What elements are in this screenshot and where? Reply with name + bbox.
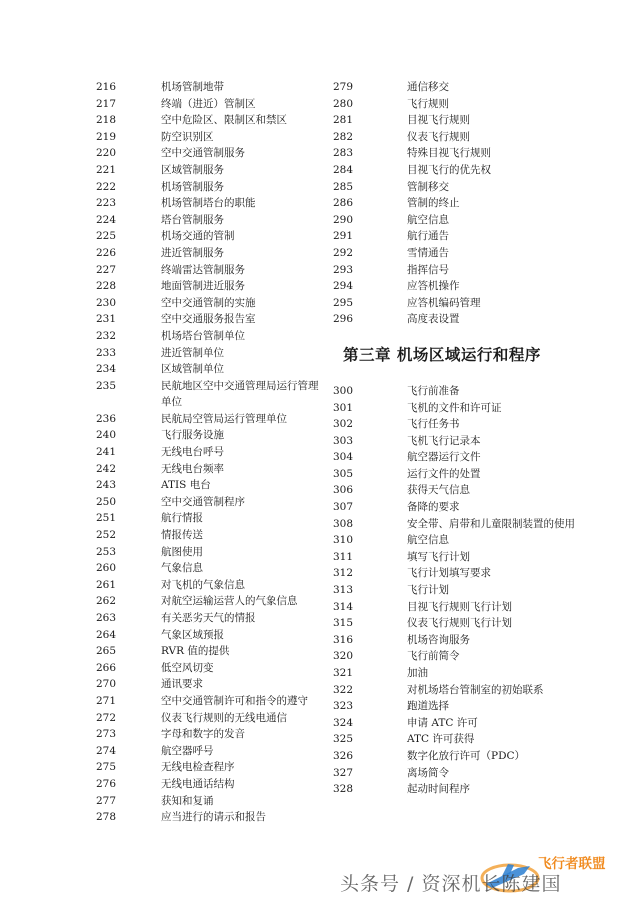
toc-entry-title: 情报传送 xyxy=(161,529,203,542)
toc-entry-title: 申请 ATC 许可 xyxy=(407,716,478,729)
toc-entry xyxy=(96,494,328,511)
toc-entry-number: 327 xyxy=(333,766,354,779)
toc-entry-title: 对航空运输运营人的气象信息 xyxy=(161,595,298,608)
toc-entry xyxy=(96,710,328,727)
toc-entry-title: 民航局空管局运行管理单位 xyxy=(161,412,287,425)
toc-entry-title: 对飞机的气象信息 xyxy=(161,578,245,591)
toc-entry xyxy=(333,565,593,582)
toc-entry-title: 飞行计划填写要求 xyxy=(407,567,491,580)
toc-entry xyxy=(333,482,593,499)
right-toc-column xyxy=(333,79,593,798)
toc-entry xyxy=(333,665,593,682)
toc-entry xyxy=(96,278,328,295)
toc-entry-title: 机场塔台管制单位 xyxy=(161,329,245,342)
toc-entry xyxy=(96,162,328,179)
toc-entry xyxy=(333,162,593,179)
toc-entry-title: 机场管制服务 xyxy=(161,180,224,193)
toc-entry-number: 303 xyxy=(333,434,354,447)
watermark xyxy=(0,846,640,906)
toc-entry xyxy=(96,577,328,594)
toc-entry-title: 仪表飞行规则的无线电通信 xyxy=(161,711,287,724)
toc-entry xyxy=(96,776,328,793)
toc-entry-title: 机场咨询服务 xyxy=(407,633,470,646)
toc-entry-number: 282 xyxy=(333,130,354,143)
toc-entry-title: 进近管制服务 xyxy=(161,246,224,259)
toc-entry-title: 气象区域预报 xyxy=(161,628,224,641)
toc-entry-number: 260 xyxy=(96,562,117,575)
toc-entry-title: 空中危险区、限制区和禁区 xyxy=(161,114,287,127)
toc-entry xyxy=(333,262,593,279)
toc-entry-number: 321 xyxy=(333,667,354,679)
toc-entry xyxy=(333,781,593,798)
toc-entry xyxy=(333,79,593,96)
toc-entry xyxy=(333,582,593,599)
toc-entry xyxy=(333,112,593,129)
toc-entry-number: 262 xyxy=(96,595,117,608)
toc-entry xyxy=(333,245,593,262)
toc-entry xyxy=(333,195,593,212)
toc-entry-title: 目视飞行规则 xyxy=(407,114,470,127)
toc-entry-number: 265 xyxy=(96,645,117,658)
toc-entry-number: 316 xyxy=(333,633,354,646)
toc-entry-number: 274 xyxy=(96,744,117,757)
toc-entry-title: 飞行服务设施 xyxy=(161,429,224,442)
toc-entry xyxy=(96,179,328,196)
toc-entry xyxy=(333,615,593,632)
toc-entry-number: 315 xyxy=(333,617,354,630)
toc-entry-title: 空中交通服务报告室 xyxy=(161,313,256,326)
toc-entry-title: 应当进行的请示和报告 xyxy=(161,811,266,824)
toc-entry-number: 324 xyxy=(333,716,354,729)
toc-entry-number: 241 xyxy=(96,446,117,459)
toc-entry xyxy=(333,549,593,566)
toc-entry-title: 航行情报 xyxy=(161,512,203,525)
toc-entry-number: 251 xyxy=(96,512,117,525)
toc-entry-title: 航空器运行文件 xyxy=(407,451,481,464)
toc-entry-number: 296 xyxy=(333,313,354,326)
toc-entry-number: 250 xyxy=(96,495,117,508)
toc-entry xyxy=(333,731,593,748)
toc-entry-title: 气象信息 xyxy=(161,562,203,575)
toc-entry-number: 226 xyxy=(96,246,117,259)
toc-entry-number: 227 xyxy=(96,263,117,276)
toc-entry xyxy=(333,698,593,715)
toc-entry xyxy=(333,416,593,433)
watermark-source: 头条号 / 资深机长陈建国 xyxy=(340,873,562,895)
toc-entry-number: 266 xyxy=(96,661,117,674)
toc-entry-title: 目视飞行规则飞行计划 xyxy=(407,600,512,613)
chapter-heading: 第三章 机场区域运行和程序 xyxy=(343,345,541,364)
toc-entry-title: 飞机的文件和许可证 xyxy=(407,401,502,414)
toc-entry-number: 293 xyxy=(333,263,354,276)
toc-entry-number: 295 xyxy=(333,296,354,309)
toc-entry xyxy=(96,145,328,162)
toc-entry-title: 塔台管制服务 xyxy=(161,213,224,226)
toc-entry-number: 219 xyxy=(96,130,117,143)
toc-entry-number: 276 xyxy=(96,777,117,790)
toc-entry-title: 仪表飞行规则飞行计划 xyxy=(407,617,512,630)
toc-entry-title: 有关恶劣天气的情报 xyxy=(161,612,256,624)
toc-entry xyxy=(96,411,328,428)
toc-entry-title: 字母和数字的发音 xyxy=(161,728,245,741)
toc-entry-title: 民航地区空中交通管理局运行管理单位 xyxy=(161,379,319,409)
toc-entry xyxy=(96,129,328,146)
toc-entry-number: 275 xyxy=(96,761,117,774)
toc-entry xyxy=(333,682,593,699)
toc-entry xyxy=(96,660,328,677)
toc-entry xyxy=(96,793,328,810)
toc-entry xyxy=(96,328,328,345)
toc-entry-number: 272 xyxy=(96,711,117,724)
toc-entry xyxy=(333,212,593,229)
toc-entry-number: 311 xyxy=(333,550,354,563)
toc-entry xyxy=(96,560,328,577)
toc-entry-title: 无线电台呼号 xyxy=(161,446,224,459)
toc-entry-title: 飞行规则 xyxy=(407,97,449,110)
toc-entry xyxy=(333,295,593,312)
toc-entry-number: 228 xyxy=(96,280,117,293)
toc-entry xyxy=(96,726,328,743)
toc-entry-title: 机场管制地带 xyxy=(161,81,224,93)
toc-entry xyxy=(96,378,328,411)
toc-entry xyxy=(96,245,328,262)
toc-entry-title: 备降的要求 xyxy=(407,501,460,514)
toc-entry xyxy=(333,516,593,533)
toc-entry-title: 对机场塔台管制室的初始联系 xyxy=(407,683,544,696)
toc-entry-title: 管制移交 xyxy=(407,180,449,193)
toc-entry xyxy=(96,79,328,96)
toc-entry-number: 216 xyxy=(96,81,117,93)
toc-entry xyxy=(333,278,593,295)
toc-entry-number: 292 xyxy=(333,246,354,259)
watermark-brand: 飞行者联盟 xyxy=(538,856,606,872)
toc-entry-number: 232 xyxy=(96,329,117,342)
toc-entry-number: 224 xyxy=(96,213,117,226)
toc-entry-number: 328 xyxy=(333,783,354,796)
toc-entry-number: 220 xyxy=(96,147,117,160)
toc-entry xyxy=(96,195,328,212)
toc-entry-title: 指挥信号 xyxy=(407,263,449,276)
toc-entry-number: 279 xyxy=(333,81,354,93)
toc-entry-number: 305 xyxy=(333,467,354,480)
toc-entry xyxy=(96,477,328,494)
toc-entry xyxy=(96,593,328,610)
toc-entry-title: 航图使用 xyxy=(161,545,203,558)
toc-entry xyxy=(333,400,593,417)
toc-entry-title: 跑道选择 xyxy=(407,700,449,713)
toc-entry-number: 313 xyxy=(333,584,354,597)
toc-entry-number: 308 xyxy=(333,517,354,530)
right-toc-bottom-list xyxy=(333,383,593,798)
toc-entry-number: 312 xyxy=(333,567,354,580)
toc-entry xyxy=(333,632,593,649)
toc-entry-title: 终端（进近）管制区 xyxy=(161,97,256,110)
toc-entry-title: 无线电台频率 xyxy=(161,462,224,475)
toc-entry xyxy=(333,311,593,328)
toc-entry-title: 数字化放行许可（PDC） xyxy=(407,749,526,762)
toc-entry-title: 管制的终止 xyxy=(407,197,460,210)
toc-entry-number: 217 xyxy=(96,97,117,110)
toc-entry-number: 240 xyxy=(96,429,117,442)
toc-entry-title: 加油 xyxy=(407,667,428,679)
toc-entry xyxy=(96,693,328,710)
toc-entry-title: 仪表飞行规则 xyxy=(407,130,470,143)
toc-entry xyxy=(333,449,593,466)
toc-entry-number: 261 xyxy=(96,578,117,591)
toc-entry-title: 目视飞行的优先权 xyxy=(407,163,491,176)
toc-entry xyxy=(96,361,328,378)
toc-entry-number: 222 xyxy=(96,180,117,193)
toc-entry-title: 空中交通管制程序 xyxy=(161,495,245,508)
toc-entry xyxy=(96,112,328,129)
toc-entry xyxy=(333,96,593,113)
toc-entry-number: 235 xyxy=(96,379,117,392)
toc-entry-number: 264 xyxy=(96,628,117,641)
toc-entry xyxy=(333,532,593,549)
toc-entry-title: 终端雷达管制服务 xyxy=(161,263,245,276)
toc-entry xyxy=(333,145,593,162)
toc-entry-title: 离场简令 xyxy=(407,766,449,779)
toc-entry-title: 飞行计划 xyxy=(407,584,449,597)
toc-entry-number: 243 xyxy=(96,479,117,492)
toc-entry xyxy=(96,212,328,229)
toc-entry-number: 223 xyxy=(96,197,117,210)
toc-entry-number: 236 xyxy=(96,412,117,425)
toc-entry-number: 300 xyxy=(333,384,354,397)
toc-entry-number: 306 xyxy=(333,484,354,497)
toc-entry-title: 特殊目视飞行规则 xyxy=(407,147,491,160)
toc-entry-title: 通讯要求 xyxy=(161,678,203,691)
toc-entry-title: 高度表设置 xyxy=(407,313,460,326)
toc-entry-title: 防空识别区 xyxy=(161,130,214,143)
toc-entry xyxy=(96,743,328,760)
toc-entry-title: 地面管制进近服务 xyxy=(161,280,245,293)
toc-entry-number: 230 xyxy=(96,296,117,309)
toc-entry-number: 310 xyxy=(333,534,354,547)
toc-entry-title: 起动时间程序 xyxy=(407,783,470,796)
toc-entry xyxy=(96,345,328,362)
toc-entry xyxy=(333,433,593,450)
toc-entry-number: 253 xyxy=(96,545,117,558)
toc-entry-number: 322 xyxy=(333,683,354,696)
toc-entry-number: 281 xyxy=(333,114,354,127)
toc-entry-number: 218 xyxy=(96,114,117,127)
toc-entry-title: 飞行任务书 xyxy=(407,418,460,431)
toc-entry-title: 机场管制塔台的职能 xyxy=(161,197,256,210)
toc-entry-number: 233 xyxy=(96,346,117,359)
toc-entry xyxy=(96,676,328,693)
toc-entry-title: 航空器呼号 xyxy=(161,744,214,757)
toc-entry xyxy=(96,228,328,245)
toc-entry-title: 飞行前简令 xyxy=(407,650,460,663)
toc-entry-number: 294 xyxy=(333,280,354,293)
toc-entry xyxy=(96,809,328,826)
toc-entry xyxy=(333,179,593,196)
toc-entry-number: 242 xyxy=(96,462,117,475)
toc-entry-number: 326 xyxy=(333,749,354,762)
toc-entry-title: 空中交通管制许可和指令的遵守 xyxy=(161,694,308,707)
toc-entry-title: 无线电检查程序 xyxy=(161,761,235,774)
toc-entry xyxy=(96,427,328,444)
toc-entry xyxy=(96,444,328,461)
toc-entry-number: 302 xyxy=(333,418,354,431)
toc-entry xyxy=(96,527,328,544)
toc-entry-number: 225 xyxy=(96,230,117,243)
toc-entry-title: 安全带、肩带和儿童限制装置的使用 xyxy=(407,517,575,530)
toc-entry-title: 运行文件的处置 xyxy=(407,467,481,480)
toc-entry-title: 航空信息 xyxy=(407,213,449,226)
toc-entry-title: 飞机飞行记录本 xyxy=(407,434,481,447)
toc-entry-number: 290 xyxy=(333,213,354,226)
toc-entry xyxy=(333,228,593,245)
toc-entry-title: 应答机编码管理 xyxy=(407,296,481,309)
toc-entry-number: 283 xyxy=(333,147,354,160)
toc-entry-number: 277 xyxy=(96,794,117,807)
toc-entry-title: 获得天气信息 xyxy=(407,484,470,497)
toc-entry-number: 221 xyxy=(96,163,117,176)
toc-entry-title: 获知和复诵 xyxy=(161,794,214,807)
toc-entry-title: 进近管制单位 xyxy=(161,346,224,359)
toc-entry-title: ATIS 电台 xyxy=(161,479,211,492)
toc-entry-number: 271 xyxy=(96,694,117,707)
toc-entry-title: 机场交通的管制 xyxy=(161,230,235,243)
toc-entry xyxy=(96,627,328,644)
toc-entry-title: 飞行前准备 xyxy=(407,384,460,397)
toc-entry xyxy=(333,129,593,146)
toc-entry-number: 323 xyxy=(333,700,354,713)
toc-entry xyxy=(333,599,593,616)
toc-entry-title: 航空信息 xyxy=(407,534,449,547)
toc-entry-number: 270 xyxy=(96,678,117,691)
toc-entry xyxy=(333,648,593,665)
toc-entry-title: 空中交通管制的实施 xyxy=(161,296,256,309)
toc-entry-title: 低空风切变 xyxy=(161,661,214,674)
toc-entry xyxy=(96,295,328,312)
toc-entry-title: 航行通告 xyxy=(407,230,449,243)
toc-entry-number: 325 xyxy=(333,733,354,746)
toc-entry-number: 252 xyxy=(96,529,117,542)
toc-entry-number: 284 xyxy=(333,163,354,176)
toc-entry-title: 通信移交 xyxy=(407,81,449,93)
toc-entry xyxy=(96,461,328,478)
toc-entry-number: 314 xyxy=(333,600,354,613)
toc-entry-title: RVR 值的提供 xyxy=(161,645,230,658)
toc-entry xyxy=(333,466,593,483)
toc-entry xyxy=(333,715,593,732)
toc-entry xyxy=(96,311,328,328)
toc-entry-title: 填写飞行计划 xyxy=(407,550,470,563)
toc-entry xyxy=(96,544,328,561)
toc-entry-title: 无线电通话结构 xyxy=(161,777,235,790)
toc-entry-number: 320 xyxy=(333,650,354,663)
toc-entry-number: 263 xyxy=(96,612,117,624)
toc-entry xyxy=(333,383,593,400)
right-toc-top-list xyxy=(333,79,593,328)
toc-entry-number: 301 xyxy=(333,401,354,414)
toc-entry-title: 区域管制单位 xyxy=(161,363,224,376)
toc-entry-number: 231 xyxy=(96,313,117,326)
toc-entry xyxy=(96,262,328,279)
toc-entry xyxy=(333,765,593,782)
toc-entry xyxy=(96,96,328,113)
toc-entry xyxy=(96,510,328,527)
toc-entry-number: 285 xyxy=(333,180,354,193)
toc-entry-title: 区域管制服务 xyxy=(161,163,224,176)
toc-entry xyxy=(96,759,328,776)
toc-entry-number: 280 xyxy=(333,97,354,110)
toc-entry xyxy=(96,610,328,627)
toc-entry-number: 291 xyxy=(333,230,354,243)
toc-entry-number: 273 xyxy=(96,728,117,741)
toc-entry xyxy=(333,499,593,516)
toc-entry-number: 278 xyxy=(96,811,117,824)
toc-entry-title: ATC 许可获得 xyxy=(407,733,475,746)
toc-entry-number: 307 xyxy=(333,501,354,514)
toc-entry-title: 应答机操作 xyxy=(407,280,460,293)
toc-entry-number: 234 xyxy=(96,363,117,376)
left-toc-column xyxy=(96,79,328,826)
toc-entry xyxy=(333,748,593,765)
toc-entry-number: 304 xyxy=(333,451,354,464)
toc-entry-number: 286 xyxy=(333,197,354,210)
toc-entry xyxy=(96,643,328,660)
toc-entry-title: 雪情通告 xyxy=(407,246,449,259)
toc-entry-title: 空中交通管制服务 xyxy=(161,147,245,160)
